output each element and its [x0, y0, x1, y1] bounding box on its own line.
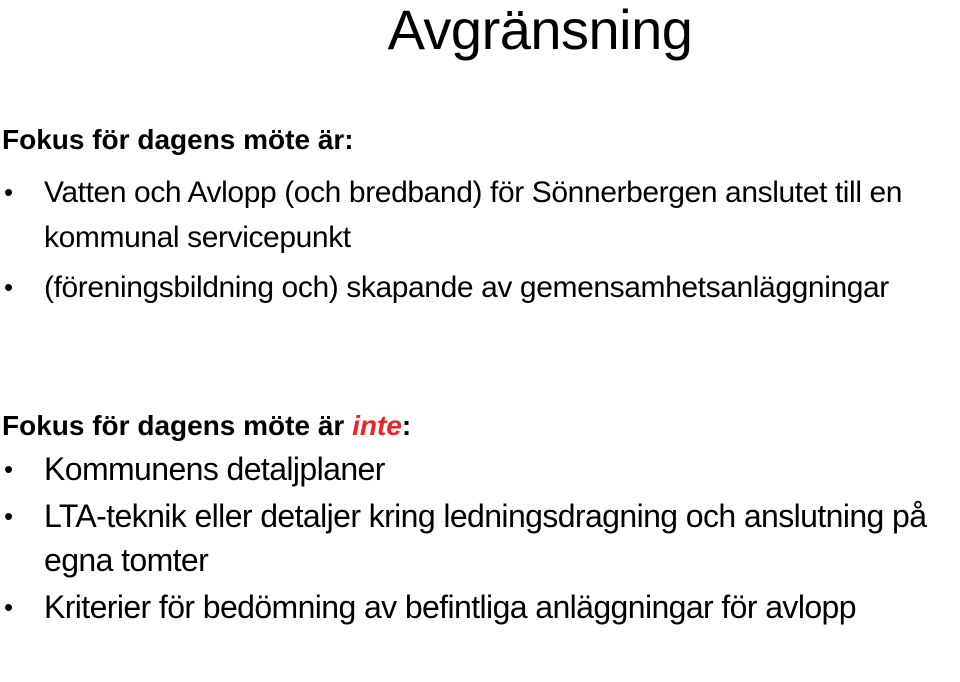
list-item: [0, 265, 954, 310]
list-item: [0, 447, 954, 491]
list-item-text: LTA-teknik eller detaljer kring ledningsdragning och anslutning på egna tomter: [44, 498, 927, 578]
list-item: [0, 585, 954, 629]
list-item: [0, 494, 954, 582]
bullet-icon: •: [4, 501, 13, 531]
list-item-text: Kommunens detaljplaner: [44, 451, 385, 487]
list-item-text: Kriterier för bedömning av befintliga anläggningar för avlopp: [44, 589, 856, 625]
bullet-icon: •: [4, 177, 13, 207]
list-item-text: Vatten och Avlopp (och bredband) för Sönnerbergen anslutet till en kommunal servicepunkt: [44, 176, 903, 254]
list-item-text: (föreningsbildning och) skapande av gemensamhetsanläggningar: [44, 271, 889, 304]
out-of-scope-section: [0, 408, 960, 629]
in-scope-list: [0, 170, 960, 310]
slide-title: Avgränsning: [387, 0, 693, 61]
bullet-icon: •: [4, 592, 13, 622]
heading-text: Fokus för dagens möte är: [2, 410, 353, 441]
out-of-scope-heading: [0, 408, 960, 444]
heading-colon: :: [401, 410, 412, 441]
list-item: [0, 170, 954, 260]
heading-emphasis: inte: [352, 410, 402, 441]
in-scope-heading: Fokus för dagens möte är:: [2, 124, 354, 155]
out-of-scope-list: [0, 447, 960, 629]
bullet-icon: •: [4, 454, 13, 484]
in-scope-section: [0, 122, 960, 310]
bullet-icon: •: [4, 272, 13, 302]
